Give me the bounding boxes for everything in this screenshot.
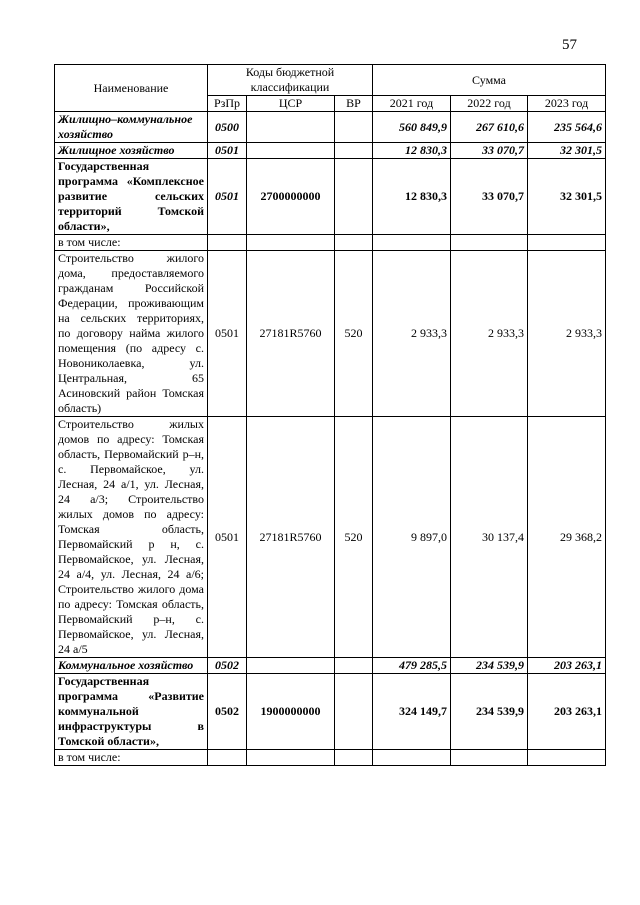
row-vr: 520 [335, 417, 373, 658]
row-rzpr: 0501 [208, 159, 247, 235]
row-y2021: 479 285,5 [373, 658, 451, 674]
row-y2021: 9 897,0 [373, 417, 451, 658]
row-y2023: 29 368,2 [528, 417, 606, 658]
row-name: Строительство жилого дома, предоставляемого гражданам Российской Федерации, проживающим на сельских территориях, по договору найма жилого помещения (по адресу с. Новониколаевка, ул. Центральная, 65 Асиновский район Томская область) [55, 251, 208, 417]
row-y2023: 235 564,6 [528, 112, 606, 143]
row-vr: 520 [335, 251, 373, 417]
row-csr: 1900000000 [247, 674, 335, 750]
row-name: Государственная программа «Развитие коммунальной инфраструктуры в Томской области», [55, 674, 208, 750]
header-row [55, 65, 606, 96]
header-codes-group: Коды бюджетной классификации [208, 65, 373, 96]
row-name: Жилищно–коммунальное хозяйство [55, 112, 208, 143]
row-y2022: 2 933,3 [451, 251, 528, 417]
header-sum-group: Сумма [373, 65, 606, 96]
page-number: 57 [562, 37, 577, 53]
row-csr [247, 112, 335, 143]
row-y2022: 234 539,9 [451, 658, 528, 674]
table-row [55, 251, 606, 417]
table-row [55, 417, 606, 658]
row-y2021: 560 849,9 [373, 112, 451, 143]
header-vr: ВР [335, 96, 373, 112]
row-y2023: 2 933,3 [528, 251, 606, 417]
row-csr [247, 658, 335, 674]
row-vr [335, 159, 373, 235]
table-row [55, 143, 606, 159]
row-name: Государственная программа «Комплексное развитие сельских территорий Томской области», [55, 159, 208, 235]
table-row [55, 658, 606, 674]
row-rzpr: 0500 [208, 112, 247, 143]
row-y2021: 12 830,3 [373, 159, 451, 235]
row-vr [335, 674, 373, 750]
row-y2022: 234 539,9 [451, 674, 528, 750]
table-row [55, 674, 606, 750]
row-vr [335, 658, 373, 674]
row-vr [335, 112, 373, 143]
row-name: Жилищное хозяйство [55, 143, 208, 159]
row-rzpr: 0501 [208, 143, 247, 159]
row-y2022: 267 610,6 [451, 112, 528, 143]
row-y2021: 12 830,3 [373, 143, 451, 159]
header-name: Наименование [55, 65, 208, 112]
header-csr: ЦСР [247, 96, 335, 112]
row-rzpr: 0501 [208, 251, 247, 417]
header-year-2023: 2023 год [528, 96, 606, 112]
row-rzpr: 0502 [208, 674, 247, 750]
row-vr [335, 143, 373, 159]
row-csr [247, 143, 335, 159]
row-y2023: 203 263,1 [528, 674, 606, 750]
row-y2021: 324 149,7 [373, 674, 451, 750]
row-y2021: 2 933,3 [373, 251, 451, 417]
row-name: в том числе: [55, 235, 208, 251]
header-rzpr: РзПр [208, 96, 247, 112]
row-rzpr: 0502 [208, 658, 247, 674]
row-rzpr: 0501 [208, 417, 247, 658]
row-name: в том числе: [55, 750, 208, 766]
row-y2022: 30 137,4 [451, 417, 528, 658]
row-y2023: 32 301,5 [528, 143, 606, 159]
row-y2023: 32 301,5 [528, 159, 606, 235]
row-y2022: 33 070,7 [451, 143, 528, 159]
table-row [55, 750, 606, 766]
header-year-2021: 2021 год [373, 96, 451, 112]
row-csr: 2700000000 [247, 159, 335, 235]
table-row [55, 112, 606, 143]
table-row [55, 235, 606, 251]
row-csr: 27181R5760 [247, 417, 335, 658]
row-y2022: 33 070,7 [451, 159, 528, 235]
table-row [55, 159, 606, 235]
budget-table [54, 64, 606, 766]
row-name: Коммунальное хозяйство [55, 658, 208, 674]
header-year-2022: 2022 год [451, 96, 528, 112]
row-y2023: 203 263,1 [528, 658, 606, 674]
row-csr: 27181R5760 [247, 251, 335, 417]
row-name: Строительство жилых домов по адресу: Томская область, Первомайский р–н, с. Первомайское, ул. Лесная, 24 а/1, ул. Лесная, 24 а/3; Строительство жилых домов по адресу: Томская область, Первомайский р н, с. Первомайское, ул. Лесная, 24 а/4, ул. Лесная, 24 а/6; Строительство жилого дома по адресу: Томская область, Первомайский р–н, с. Первомайское, ул. Лесная, 24 а/5 [55, 417, 208, 658]
